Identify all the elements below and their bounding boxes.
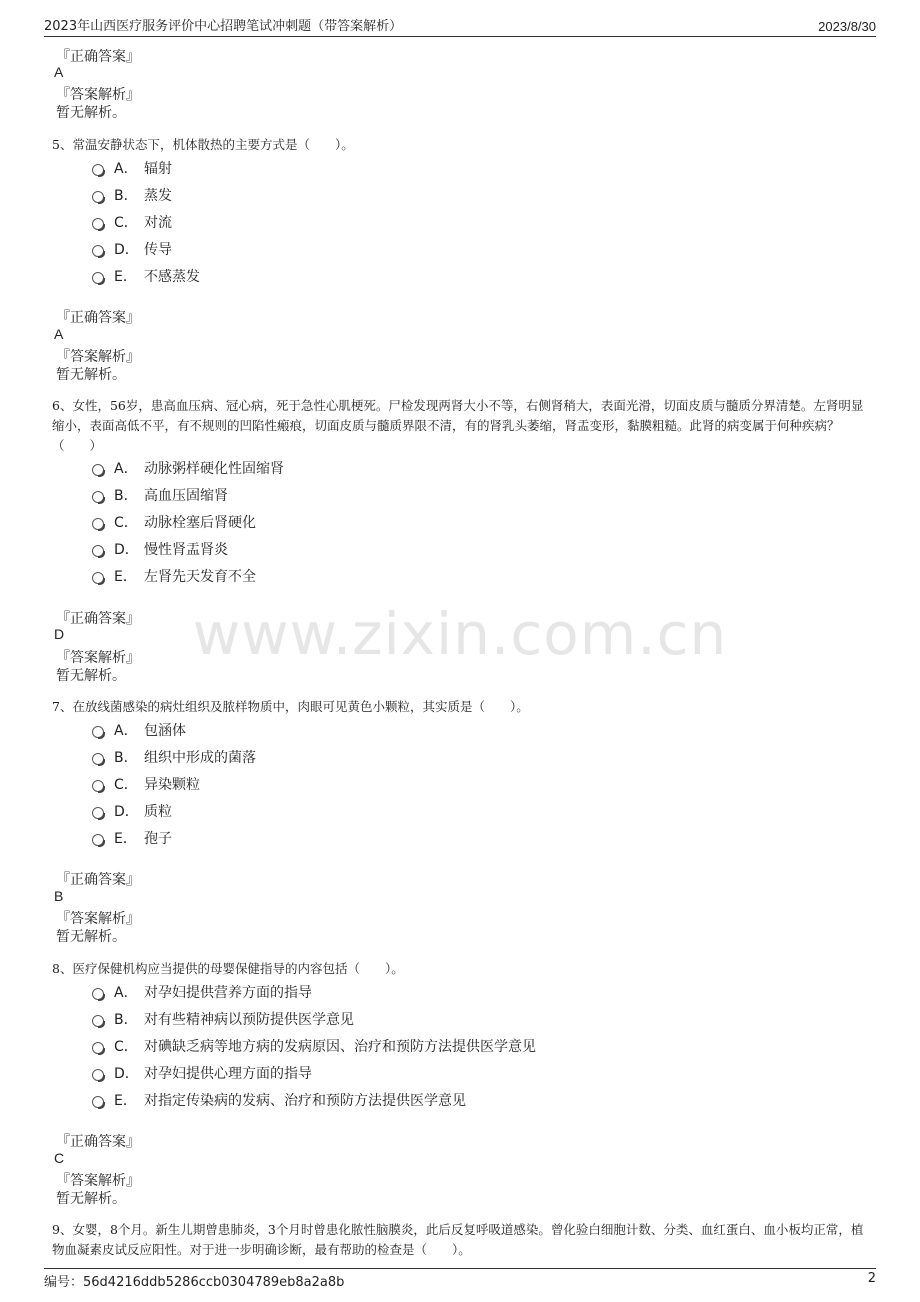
option-c[interactable]: C． 对碘缺乏病等地方病的发病原因、治疗和预防方法提供医学意见	[92, 1036, 536, 1056]
question-text: 6、女性，56岁，患高血压病、冠心病，死于急性心肌梗死。尸检发现两肾大小不等，右侧肾稍大，表面光滑，切面皮质与髓质分界清楚。左肾明显缩小，表面高低不平，有不规则的凹陷性瘢痕，切面皮质与髓质界限不清，有的肾乳头萎缩，肾盂变形，黏膜粗糙。此肾的病变属于何种疾病？（ ）	[52, 398, 864, 453]
option-c[interactable]: C． 异染颗粒	[92, 774, 200, 794]
analysis-label: 『答案解析』	[56, 87, 140, 103]
option-e[interactable]: E． 不感蒸发	[92, 266, 200, 286]
page-number: 2	[867, 1271, 876, 1286]
answer-value: D	[54, 626, 65, 642]
question-text: 7、在放线菌感染的病灶组织及脓样物质中，肉眼可见黄色小颗粒，其实质是（ ）。	[52, 699, 529, 714]
radio-icon[interactable]	[92, 753, 104, 765]
radio-icon[interactable]	[92, 572, 104, 584]
option-b[interactable]: B． 对有些精神病以预防提供医学意见	[92, 1009, 354, 1029]
option-a[interactable]: A． 辐射	[92, 158, 172, 178]
radio-icon[interactable]	[92, 834, 104, 846]
radio-icon[interactable]	[92, 491, 104, 503]
analysis-text: 暂无解析。	[56, 367, 126, 383]
analysis-text: 暂无解析。	[56, 668, 126, 684]
radio-icon[interactable]	[92, 988, 104, 1000]
radio-icon[interactable]	[92, 545, 104, 557]
analysis-text: 暂无解析。	[56, 929, 126, 945]
radio-icon[interactable]	[92, 218, 104, 230]
option-e[interactable]: E． 左肾先天发育不全	[92, 566, 256, 586]
option-b[interactable]: B． 高血压固缩肾	[92, 485, 228, 505]
radio-icon[interactable]	[92, 245, 104, 257]
option-a[interactable]: A． 动脉粥样硬化性固缩肾	[92, 458, 284, 478]
radio-icon[interactable]	[92, 1069, 104, 1081]
option-d[interactable]: D． 对孕妇提供心理方面的指导	[92, 1063, 312, 1083]
option-d[interactable]: D． 传导	[92, 239, 172, 259]
question-text: 5、常温安静状态下，机体散热的主要方式是（ ）。	[52, 137, 354, 152]
document-code: 编号：56d4216ddb5286ccb0304789eb8a2a8b	[44, 1275, 345, 1290]
document-date: 2023/8/30	[818, 19, 876, 34]
radio-icon[interactable]	[92, 1096, 104, 1108]
document-title: 2023年山西医疗服务评价中心招聘笔试冲刺题（带答案解析）	[44, 19, 403, 34]
option-a[interactable]: A． 对孕妇提供营养方面的指导	[92, 982, 312, 1002]
question-text: 8、医疗保健机构应当提供的母婴保健指导的内容包括（ ）。	[52, 961, 404, 976]
answer-label: 『正确答案』	[56, 872, 140, 888]
analysis-text: 暂无解析。	[56, 105, 126, 121]
analysis-label: 『答案解析』	[56, 1173, 140, 1189]
radio-icon[interactable]	[92, 518, 104, 530]
answer-value: C	[54, 1150, 65, 1166]
radio-icon[interactable]	[92, 272, 104, 284]
answer-value: A	[54, 326, 64, 342]
answer-label: 『正确答案』	[56, 1134, 140, 1150]
page-footer	[44, 1268, 876, 1293]
option-a[interactable]: A． 包涵体	[92, 720, 186, 740]
answer-label: 『正确答案』	[56, 611, 140, 627]
watermark: www.zixin.com.cn	[192, 600, 728, 668]
analysis-text: 暂无解析。	[56, 1191, 126, 1207]
radio-icon[interactable]	[92, 1015, 104, 1027]
radio-icon[interactable]	[92, 1042, 104, 1054]
radio-icon[interactable]	[92, 164, 104, 176]
option-b[interactable]: B． 组织中形成的菌落	[92, 747, 256, 767]
question-text: 9、女婴，8个月。新生儿期曾患肺炎，3个月时曾患化脓性脑膜炎，此后反复呼吸道感染。曾化验白细胞计数、分类、血红蛋白、血小板均正常，植物血凝素皮试反应阳性。对于进一步明确诊断，最有帮助的检查是（ ）。	[52, 1222, 864, 1257]
option-d[interactable]: D． 慢性肾盂肾炎	[92, 539, 228, 559]
answer-value: A	[54, 64, 64, 80]
page-header	[44, 12, 876, 37]
analysis-label: 『答案解析』	[56, 911, 140, 927]
radio-icon[interactable]	[92, 191, 104, 203]
radio-icon[interactable]	[92, 807, 104, 819]
radio-icon[interactable]	[92, 464, 104, 476]
answer-label: 『正确答案』	[56, 310, 140, 326]
answer-label: 『正确答案』	[56, 49, 140, 65]
option-e[interactable]: E． 孢子	[92, 828, 172, 848]
radio-icon[interactable]	[92, 726, 104, 738]
option-c[interactable]: C． 对流	[92, 212, 172, 232]
analysis-label: 『答案解析』	[56, 349, 140, 365]
option-e[interactable]: E． 对指定传染病的发病、治疗和预防方法提供医学意见	[92, 1090, 466, 1110]
answer-value: B	[54, 888, 64, 904]
radio-icon[interactable]	[92, 780, 104, 792]
option-c[interactable]: C． 动脉栓塞后肾硬化	[92, 512, 256, 532]
option-b[interactable]: B． 蒸发	[92, 185, 172, 205]
option-d[interactable]: D． 质粒	[92, 801, 172, 821]
analysis-label: 『答案解析』	[56, 650, 140, 666]
